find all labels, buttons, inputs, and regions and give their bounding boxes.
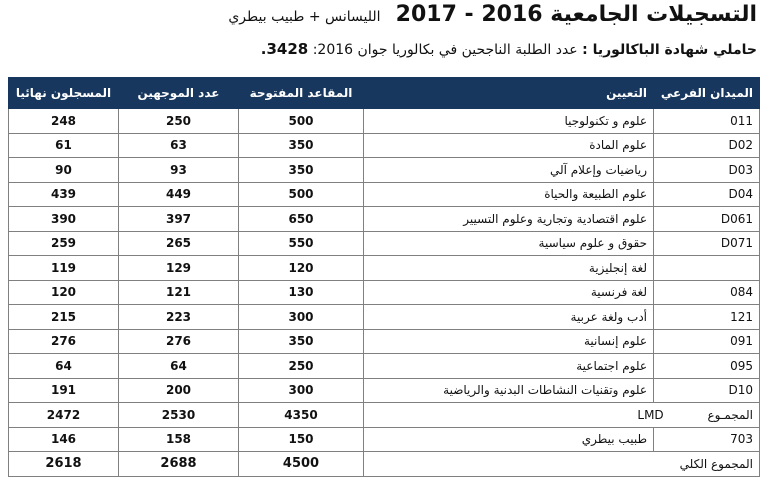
cell-seats: 300 xyxy=(239,305,364,330)
cell-seats: 650 xyxy=(239,207,364,232)
cell-code xyxy=(654,256,760,281)
title-main: التسجيلات الجامعية 2016 - 2017 xyxy=(395,2,757,27)
cell-seats: 350 xyxy=(239,329,364,354)
cell-code: 121 xyxy=(654,305,760,330)
page-header xyxy=(0,0,765,70)
table-row xyxy=(9,109,760,134)
table-row xyxy=(9,158,760,183)
vet-registered: 146 xyxy=(9,427,119,452)
cell-code: D071 xyxy=(654,231,760,256)
vet-seats: 150 xyxy=(239,427,364,452)
cell-seats: 120 xyxy=(239,256,364,281)
table-row xyxy=(9,378,760,403)
header-code: الميدان الفرعي xyxy=(654,78,760,109)
cell-registered: 248 xyxy=(9,109,119,134)
cell-code: D03 xyxy=(654,158,760,183)
cell-registered: 259 xyxy=(9,231,119,256)
cell-seats: 550 xyxy=(239,231,364,256)
cell-registered: 215 xyxy=(9,305,119,330)
vet-code: 703 xyxy=(654,427,760,452)
lmd-total-seats: 4350 xyxy=(239,403,364,428)
cell-oriented: 200 xyxy=(119,378,239,403)
cell-name: علوم و تكنولوجيا xyxy=(364,109,654,134)
cell-code: 095 xyxy=(654,354,760,379)
header-oriented: عدد الموجهين xyxy=(119,78,239,109)
lmd-total-label-cell xyxy=(364,403,760,428)
table-row xyxy=(9,280,760,305)
grand-total-registered: 2618 xyxy=(9,452,119,477)
cell-seats: 250 xyxy=(239,354,364,379)
cell-oriented: 121 xyxy=(119,280,239,305)
grand-total-oriented: 2688 xyxy=(119,452,239,477)
header-seats: المقاعد المفتوحة xyxy=(239,78,364,109)
vet-name: طبيب بيطري xyxy=(364,427,654,452)
cell-oriented: 250 xyxy=(119,109,239,134)
cell-oriented: 449 xyxy=(119,182,239,207)
cell-seats: 350 xyxy=(239,133,364,158)
cell-name: رياضيات وإعلام آلي xyxy=(364,158,654,183)
cell-name: لغة فرنسية xyxy=(364,280,654,305)
cell-seats: 500 xyxy=(239,109,364,134)
cell-oriented: 129 xyxy=(119,256,239,281)
cell-name: لغة إنجليزية xyxy=(364,256,654,281)
table-row xyxy=(9,329,760,354)
table-row xyxy=(9,182,760,207)
page-title xyxy=(228,2,757,27)
grand-total-label: المجموع الكلي xyxy=(364,452,760,477)
cell-seats: 350 xyxy=(239,158,364,183)
cell-registered: 61 xyxy=(9,133,119,158)
subtitle-text: عدد الطلبة الناجحين في بكالوريا جوان 2016: xyxy=(312,42,578,58)
cell-registered: 64 xyxy=(9,354,119,379)
cell-name: علوم وتقنيات النشاطات البدنية والرياضية xyxy=(364,378,654,403)
table-row xyxy=(9,305,760,330)
cell-oriented: 265 xyxy=(119,231,239,256)
cell-code: 011 xyxy=(654,109,760,134)
table-row xyxy=(9,207,760,232)
vet-row xyxy=(9,427,760,452)
header-name: التعيين xyxy=(364,78,654,109)
cell-seats: 500 xyxy=(239,182,364,207)
cell-name: علوم الطبيعة والحياة xyxy=(364,182,654,207)
cell-code: 091 xyxy=(654,329,760,354)
table-row xyxy=(9,133,760,158)
table-row xyxy=(9,231,760,256)
table-header-row xyxy=(9,78,760,109)
table-row xyxy=(9,354,760,379)
lmd-total-label: المجمـوع xyxy=(707,407,753,422)
vet-oriented: 158 xyxy=(119,427,239,452)
cell-code: D04 xyxy=(654,182,760,207)
cell-code: 084 xyxy=(654,280,760,305)
cell-code: D10 xyxy=(654,378,760,403)
lmd-total-registered: 2472 xyxy=(9,403,119,428)
cell-registered: 390 xyxy=(9,207,119,232)
cell-oriented: 64 xyxy=(119,354,239,379)
cell-registered: 276 xyxy=(9,329,119,354)
cell-seats: 300 xyxy=(239,378,364,403)
lmd-total-row xyxy=(9,403,760,428)
lmd-total-oriented: 2530 xyxy=(119,403,239,428)
cell-oriented: 93 xyxy=(119,158,239,183)
cell-registered: 191 xyxy=(9,378,119,403)
cell-name: علوم اقتصادية وتجارية وعلوم التسيير xyxy=(364,207,654,232)
cell-code: D061 xyxy=(654,207,760,232)
page-subtitle xyxy=(261,40,757,58)
cell-name: أدب ولغة عربية xyxy=(364,305,654,330)
grand-total-row xyxy=(9,452,760,477)
grand-total-seats: 4500 xyxy=(239,452,364,477)
cell-registered: 90 xyxy=(9,158,119,183)
registrations-table xyxy=(8,77,760,477)
cell-oriented: 223 xyxy=(119,305,239,330)
cell-oriented: 397 xyxy=(119,207,239,232)
cell-registered: 439 xyxy=(9,182,119,207)
cell-code: D02 xyxy=(654,133,760,158)
subtitle-number: 3428. xyxy=(260,40,309,58)
header-registered: المسجلون نهائيا xyxy=(9,78,119,109)
cell-name: علوم إنسانية xyxy=(364,329,654,354)
cell-oriented: 63 xyxy=(119,133,239,158)
lmd-tag: LMD xyxy=(637,407,664,422)
cell-name: علوم اجتماعية xyxy=(364,354,654,379)
cell-registered: 120 xyxy=(9,280,119,305)
cell-oriented: 276 xyxy=(119,329,239,354)
cell-seats: 130 xyxy=(239,280,364,305)
cell-name: علوم المادة xyxy=(364,133,654,158)
cell-registered: 119 xyxy=(9,256,119,281)
cell-name: حقوق و علوم سياسية xyxy=(364,231,654,256)
title-sub: الليسانس + طبيب بيطري xyxy=(228,9,381,25)
table-row xyxy=(9,256,760,281)
subtitle-label: حاملي شهادة الباكالوريا : xyxy=(582,42,757,58)
